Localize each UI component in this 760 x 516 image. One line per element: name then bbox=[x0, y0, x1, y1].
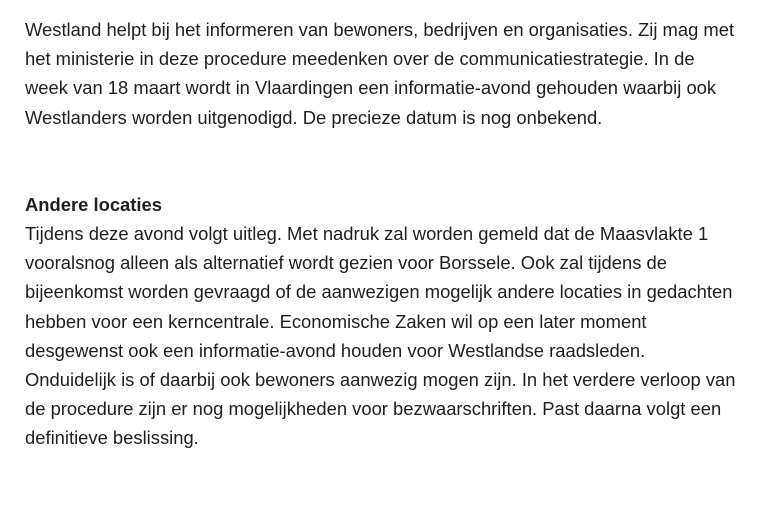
section-heading: Andere locaties bbox=[25, 193, 162, 215]
section-paragraph: Tijdens deze avond volgt uitleg. Met nadruk zal worden gemeld dat de Maasvlakte 1 vooralsnog alleen als alternatief wordt gezien voor Borssele. Ook zal tijdens de bijeenkomst worden gevraagd of de aanwezigen mogelijk andere locaties in gedachten hebben voor een kerncentrale. Economische Zaken wil op een later moment desgewenst ook een informatie-avond houden voor Westlandse raadsleden. Onduidelijk is of daarbij ook bewoners aanwezig mogen zijn. In het verdere verloop van de procedure zijn er nog mogelijkheden voor bezwaarschriften. Past daarna volgt een definitieve beslissing. bbox=[25, 223, 736, 449]
paragraph-spacer bbox=[25, 132, 740, 190]
intro-paragraph: Westland helpt bij het informeren van bewoners, bedrijven en organisaties. Zij mag met het ministerie in deze procedure meedenken over de communicatiestrategie. In de week van 18 maart wordt in Vlaardingen een informatie-avond gehouden waarbij ook Westlanders worden uitgenodigd. De precieze datum is nog onbekend. bbox=[25, 19, 735, 128]
